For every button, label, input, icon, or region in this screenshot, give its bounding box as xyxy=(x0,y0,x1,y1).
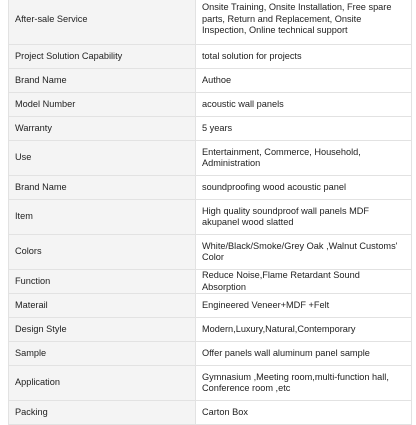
spec-value: Reduce Noise,Flame Retardant Sound Absorption xyxy=(196,270,412,294)
spec-value: Entertainment, Commerce, Household, Administration xyxy=(196,141,412,176)
table-row xyxy=(9,200,412,235)
spec-label: Design Style xyxy=(9,318,196,342)
table-row xyxy=(9,342,412,366)
spec-value: Carton Box xyxy=(196,401,412,425)
table-row xyxy=(9,45,412,69)
spec-value: 5 years xyxy=(196,117,412,141)
spec-label: Use xyxy=(9,141,196,176)
spec-label: Packing xyxy=(9,401,196,425)
table-row xyxy=(9,176,412,200)
spec-label: Project Solution Capability xyxy=(9,45,196,69)
spec-value: High quality soundproof wall panels MDF akupanel wood slatted xyxy=(196,200,412,235)
spec-label: Brand Name xyxy=(9,176,196,200)
table-row xyxy=(9,366,412,401)
table-row xyxy=(9,69,412,93)
spec-label: Materail xyxy=(9,294,196,318)
table-row xyxy=(9,294,412,318)
spec-label: Colors xyxy=(9,235,196,270)
spec-label: Sample xyxy=(9,342,196,366)
spec-value: Offer panels wall aluminum panel sample xyxy=(196,342,412,366)
spec-value: Authoe xyxy=(196,69,412,93)
spec-value: soundproofing wood acoustic panel xyxy=(196,176,412,200)
table-row xyxy=(9,93,412,117)
spec-value: Engineered Veneer+MDF +Felt xyxy=(196,294,412,318)
spec-label: Application xyxy=(9,366,196,401)
table-row xyxy=(9,0,412,45)
spec-label: Brand Name xyxy=(9,69,196,93)
spec-value: Gymnasium ,Meeting room,multi-function hall, Conference room ,etc xyxy=(196,366,412,401)
table-row xyxy=(9,318,412,342)
table-row xyxy=(9,270,412,294)
table-row xyxy=(9,117,412,141)
spec-value: acoustic wall panels xyxy=(196,93,412,117)
spec-value: Modern,Luxury,Natural,Contemporary xyxy=(196,318,412,342)
table-row xyxy=(9,235,412,270)
spec-value: White/Black/Smoke/Grey Oak ,Walnut Customs' Color xyxy=(196,235,412,270)
table-row xyxy=(9,401,412,425)
spec-label: Item xyxy=(9,200,196,235)
spec-value: Onsite Training, Onsite Installation, Free spare parts, Return and Replacement, Onsite Inspection, Online technical support xyxy=(196,0,412,45)
spec-label: Function xyxy=(9,270,196,294)
table-row xyxy=(9,141,412,176)
spec-label: Warranty xyxy=(9,117,196,141)
spec-value: total solution for projects xyxy=(196,45,412,69)
spec-label: Model Number xyxy=(9,93,196,117)
spec-label: After-sale Service xyxy=(9,0,196,45)
product-specifications-table xyxy=(8,0,412,425)
